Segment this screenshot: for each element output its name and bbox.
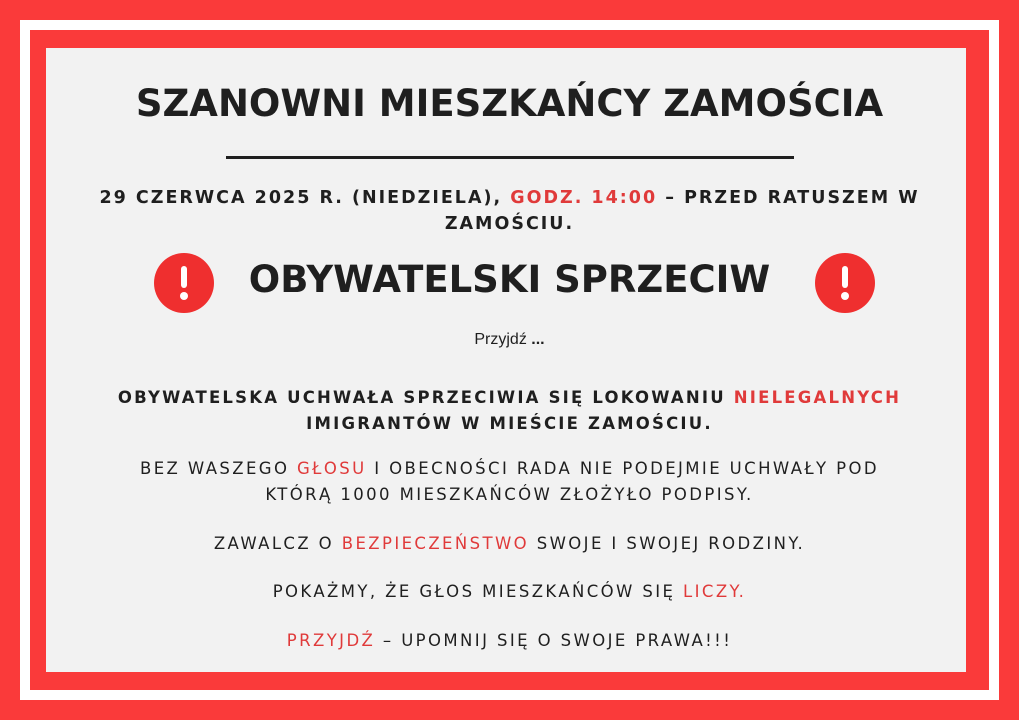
headline: OBYWATELSKI SPRZECIW: [248, 258, 771, 301]
para4-highlight: PRZYJDŹ: [286, 631, 376, 650]
event-time: GODZ. 14:00: [510, 188, 658, 208]
page-title: SZANOWNI MIESZKAŃCY ZAMOŚCIA: [135, 82, 884, 125]
exclamation-circle-icon: [815, 253, 875, 313]
para2-highlight: BEZPIECZEŃSTWO: [341, 534, 530, 553]
para1-highlight: GŁOSU: [297, 459, 367, 478]
para3-text: POKAŻMY, ŻE GŁOS MIESZKAŃCÓW SIĘ: [272, 582, 684, 601]
resolution-text: OBYWATELSKA UCHWAŁA SPRZECIWIA SIĘ LOKOWANIU: [117, 388, 734, 407]
para2-text-2: SWOJE I SWOJEJ RODZINY.: [529, 534, 806, 553]
resolution-text-2: IMIGRANTÓW W MIEŚCIE ZAMOŚCIU.: [306, 414, 713, 433]
para3-highlight: LICZY.: [683, 582, 747, 601]
para1-text-3: KTÓRĄ 1000 MIESZKAŃCÓW ZŁOŻYŁO PODPISY.: [265, 485, 754, 504]
resolution-statement: [0, 385, 1019, 437]
date-text: 29 CZERWCA 2025 R. (NIEDZIELA),: [99, 188, 511, 208]
resolution-highlight: NIELEGALNYCH: [733, 388, 902, 407]
location-city: ZAMOŚCIU.: [444, 214, 575, 234]
location-text: – PRZED RATUSZEM W: [657, 188, 920, 208]
paragraph-voice: [0, 579, 1019, 605]
title-divider: [226, 156, 794, 159]
event-date-line: [0, 185, 1019, 237]
paragraph-call-to-action: [0, 628, 1019, 654]
para2-text: ZAWALCZ O: [213, 534, 342, 553]
come-dots: ...: [531, 331, 545, 348]
para1-text-2: I OBECNOŚCI RADA NIE PODEJMIE UCHWAŁY POD: [366, 459, 880, 478]
para4-text: – UPOMNIJ SIĘ O SWOJE PRAWA!!!: [375, 631, 733, 650]
come-text: Przyjdź: [474, 331, 532, 348]
come-invitation: [0, 331, 1019, 349]
para1-text: BEZ WASZEGO: [139, 459, 297, 478]
paragraph-vote: [0, 456, 1019, 508]
paragraph-safety: [0, 531, 1019, 557]
